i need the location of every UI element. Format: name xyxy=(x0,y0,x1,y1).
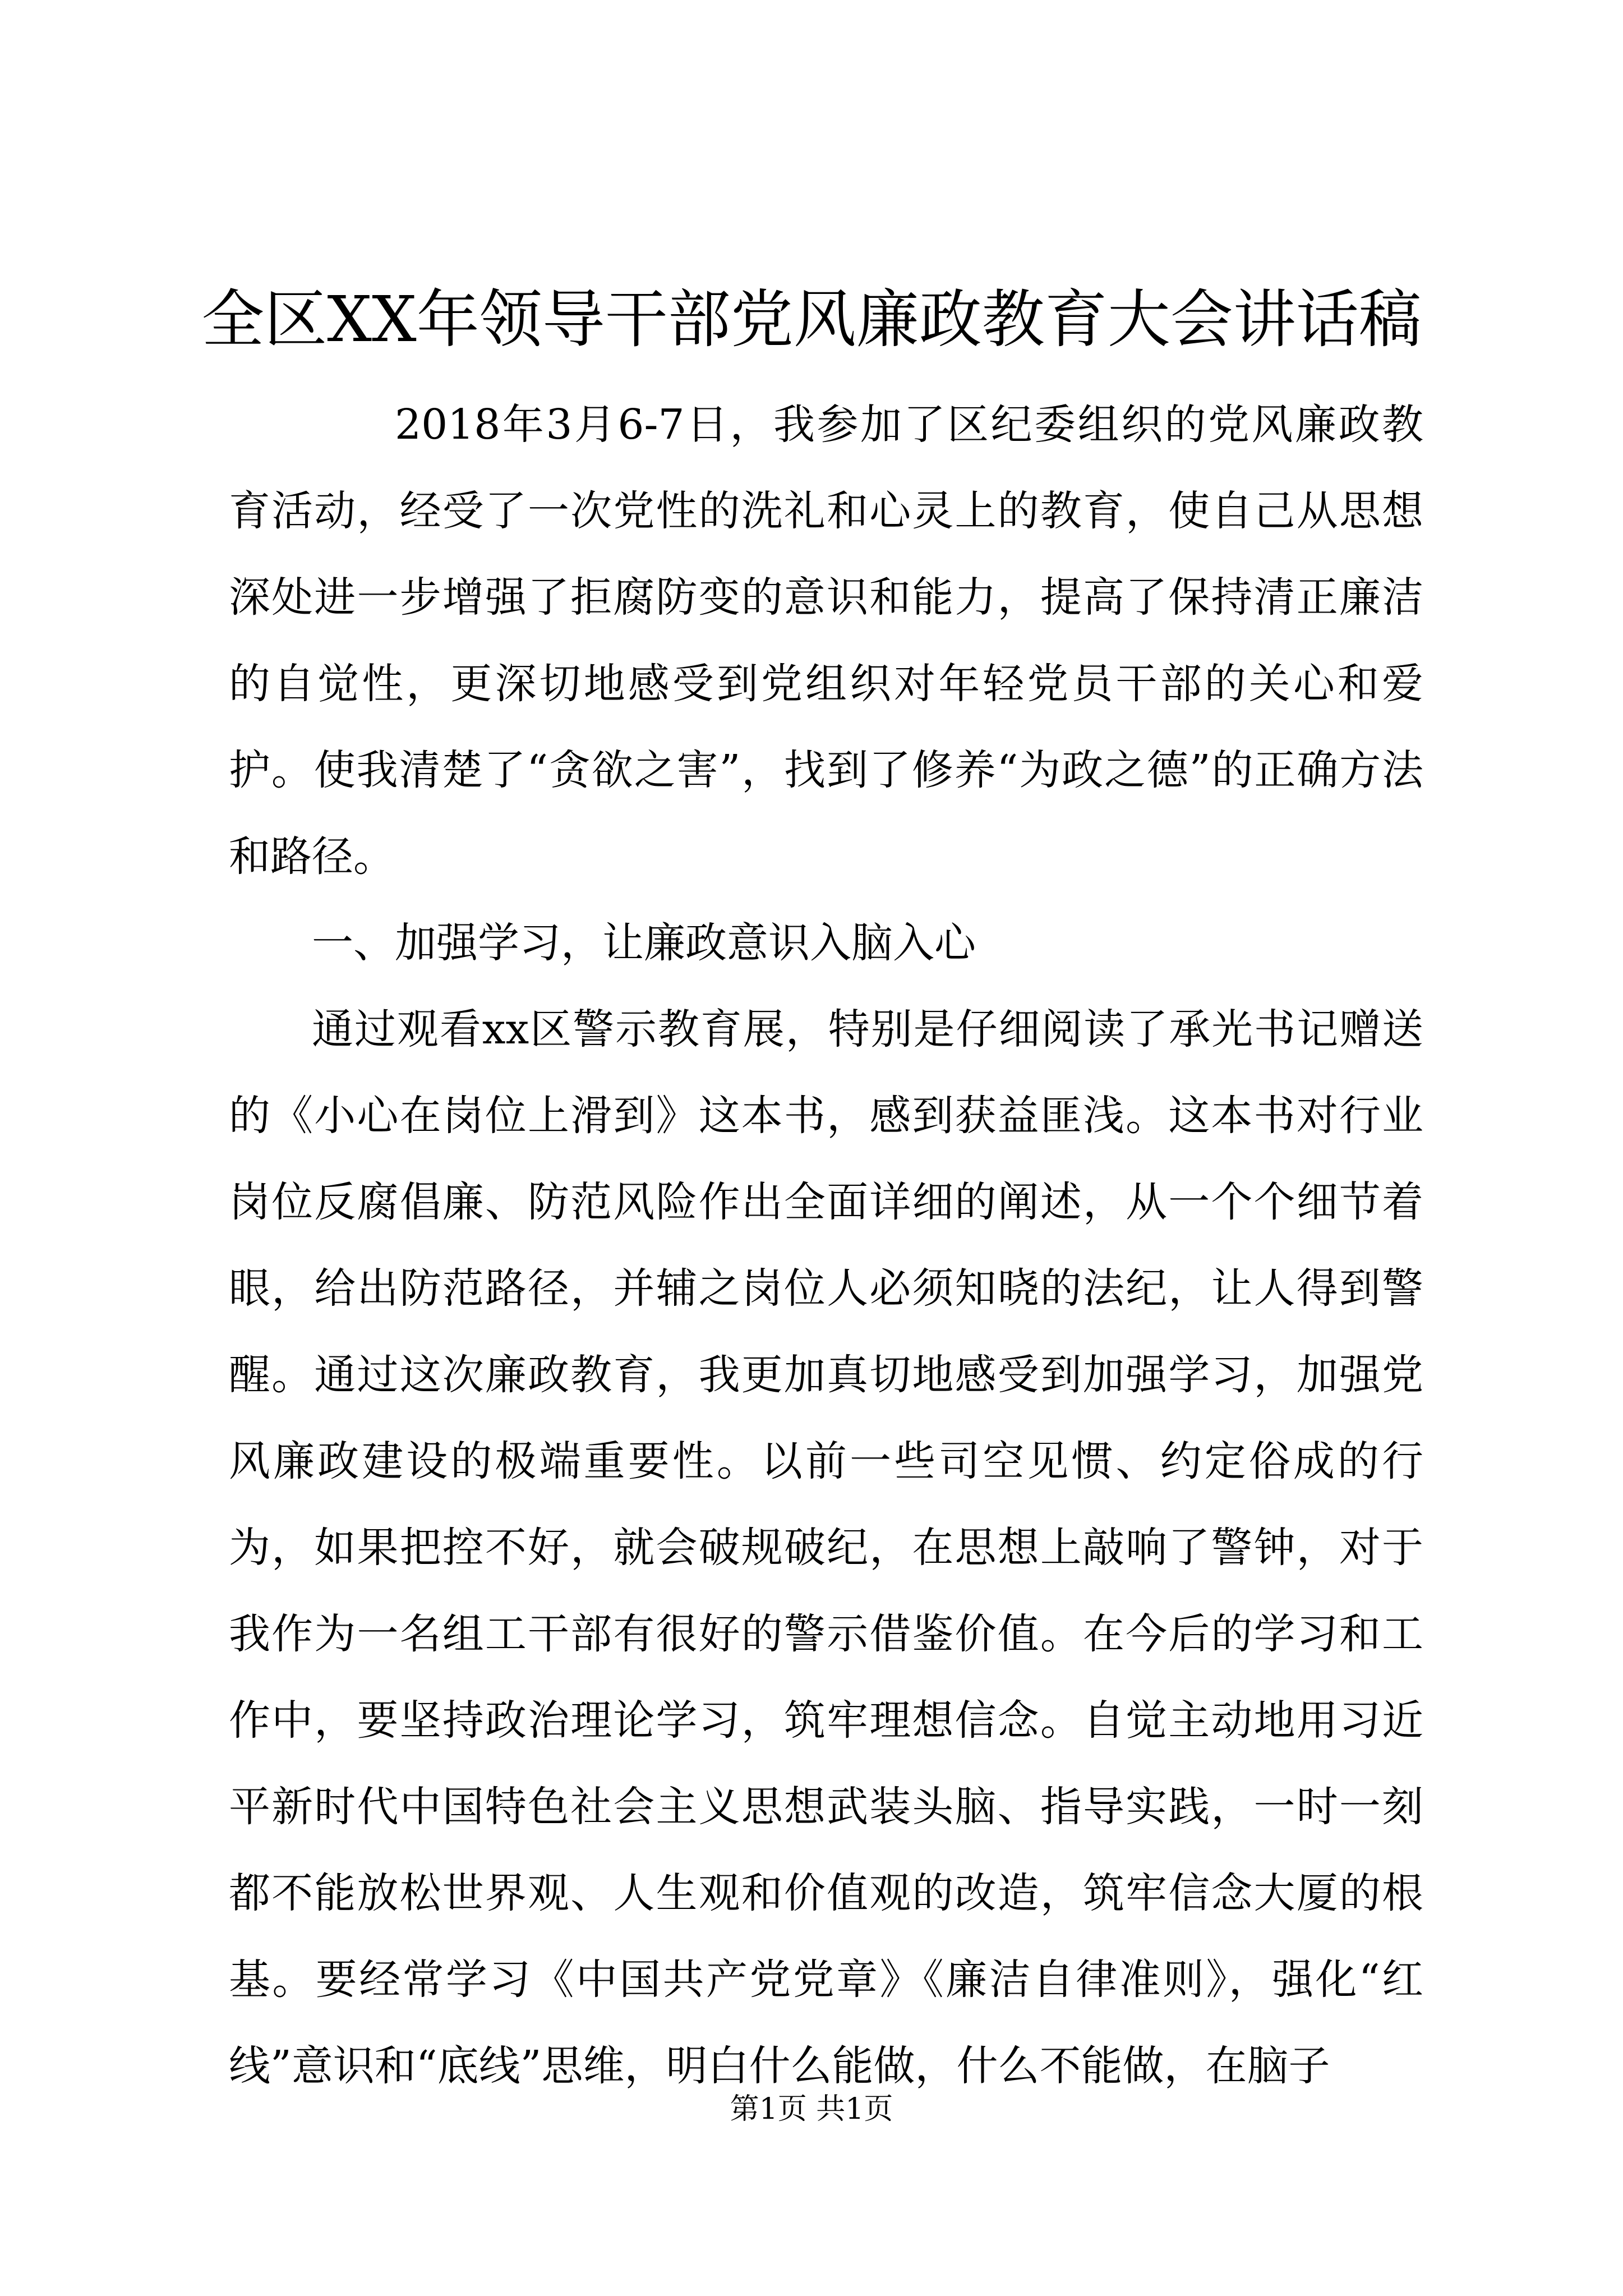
paragraph-section-1: 通过观看xx区警示教育展，特别是仔细阅读了承光书记赠送的《小心在岗位上滑到》这本书，感到获益匪浅。这本书对行业岗位反腐倡廉、防范风险作出全面详细的阐述，从一个个细节着眼，给出防范路径，并辅之岗位人必须知晓的法纪，让人得到警醒。通过这次廉政教育，我更加真切地感受到加强学习，加强党风廉政建设的极端重要性。以前一些司空见惯、约定俗成的行为，如果把控不好，就会破规破纪，在思想上敲响了警钟，对于我作为一名组工干部有很好的警示借鉴价值。在今后的学习和工作中，要坚持政治理论学习，筑牢理想信念。自觉主动地用习近平新时代中国特色社会主义思想武装头脑、指导实践，一时一刻都不能放松世界观、人生观和价值观的改造，筑牢信念大厦的根基。要经常学习《中国共产党党章》《廉洁自律准则》，强化“红线”意识和“底线”思维，明白什么能做，什么不能做，在脑子 xyxy=(229,1005,1423,2090)
document-title: 全区XX年领导干部党风廉政教育大会讲话稿 xyxy=(201,283,1422,356)
paragraph-intro: 2018年3月6-7日，我参加了区纪委组织的党风廉政教育活动，经受了一次党性的洗礼和心灵上的教育，使自己从思想深处进一步增强了拒腐防变的意识和能力，提高了保持清正廉洁的自觉性，更深切地感受到党组织对年轻党员干部的关心和爱护。使我清楚了“贪欲之害”，找到了修养“为政之德”的正确方法和路径。 xyxy=(229,401,1423,881)
section-heading-1: 一、加强学习，让廉政意识入脑入心 xyxy=(312,919,976,967)
document-body xyxy=(229,381,1423,2109)
page-footer: 第1页 共1页 xyxy=(730,2092,893,2126)
